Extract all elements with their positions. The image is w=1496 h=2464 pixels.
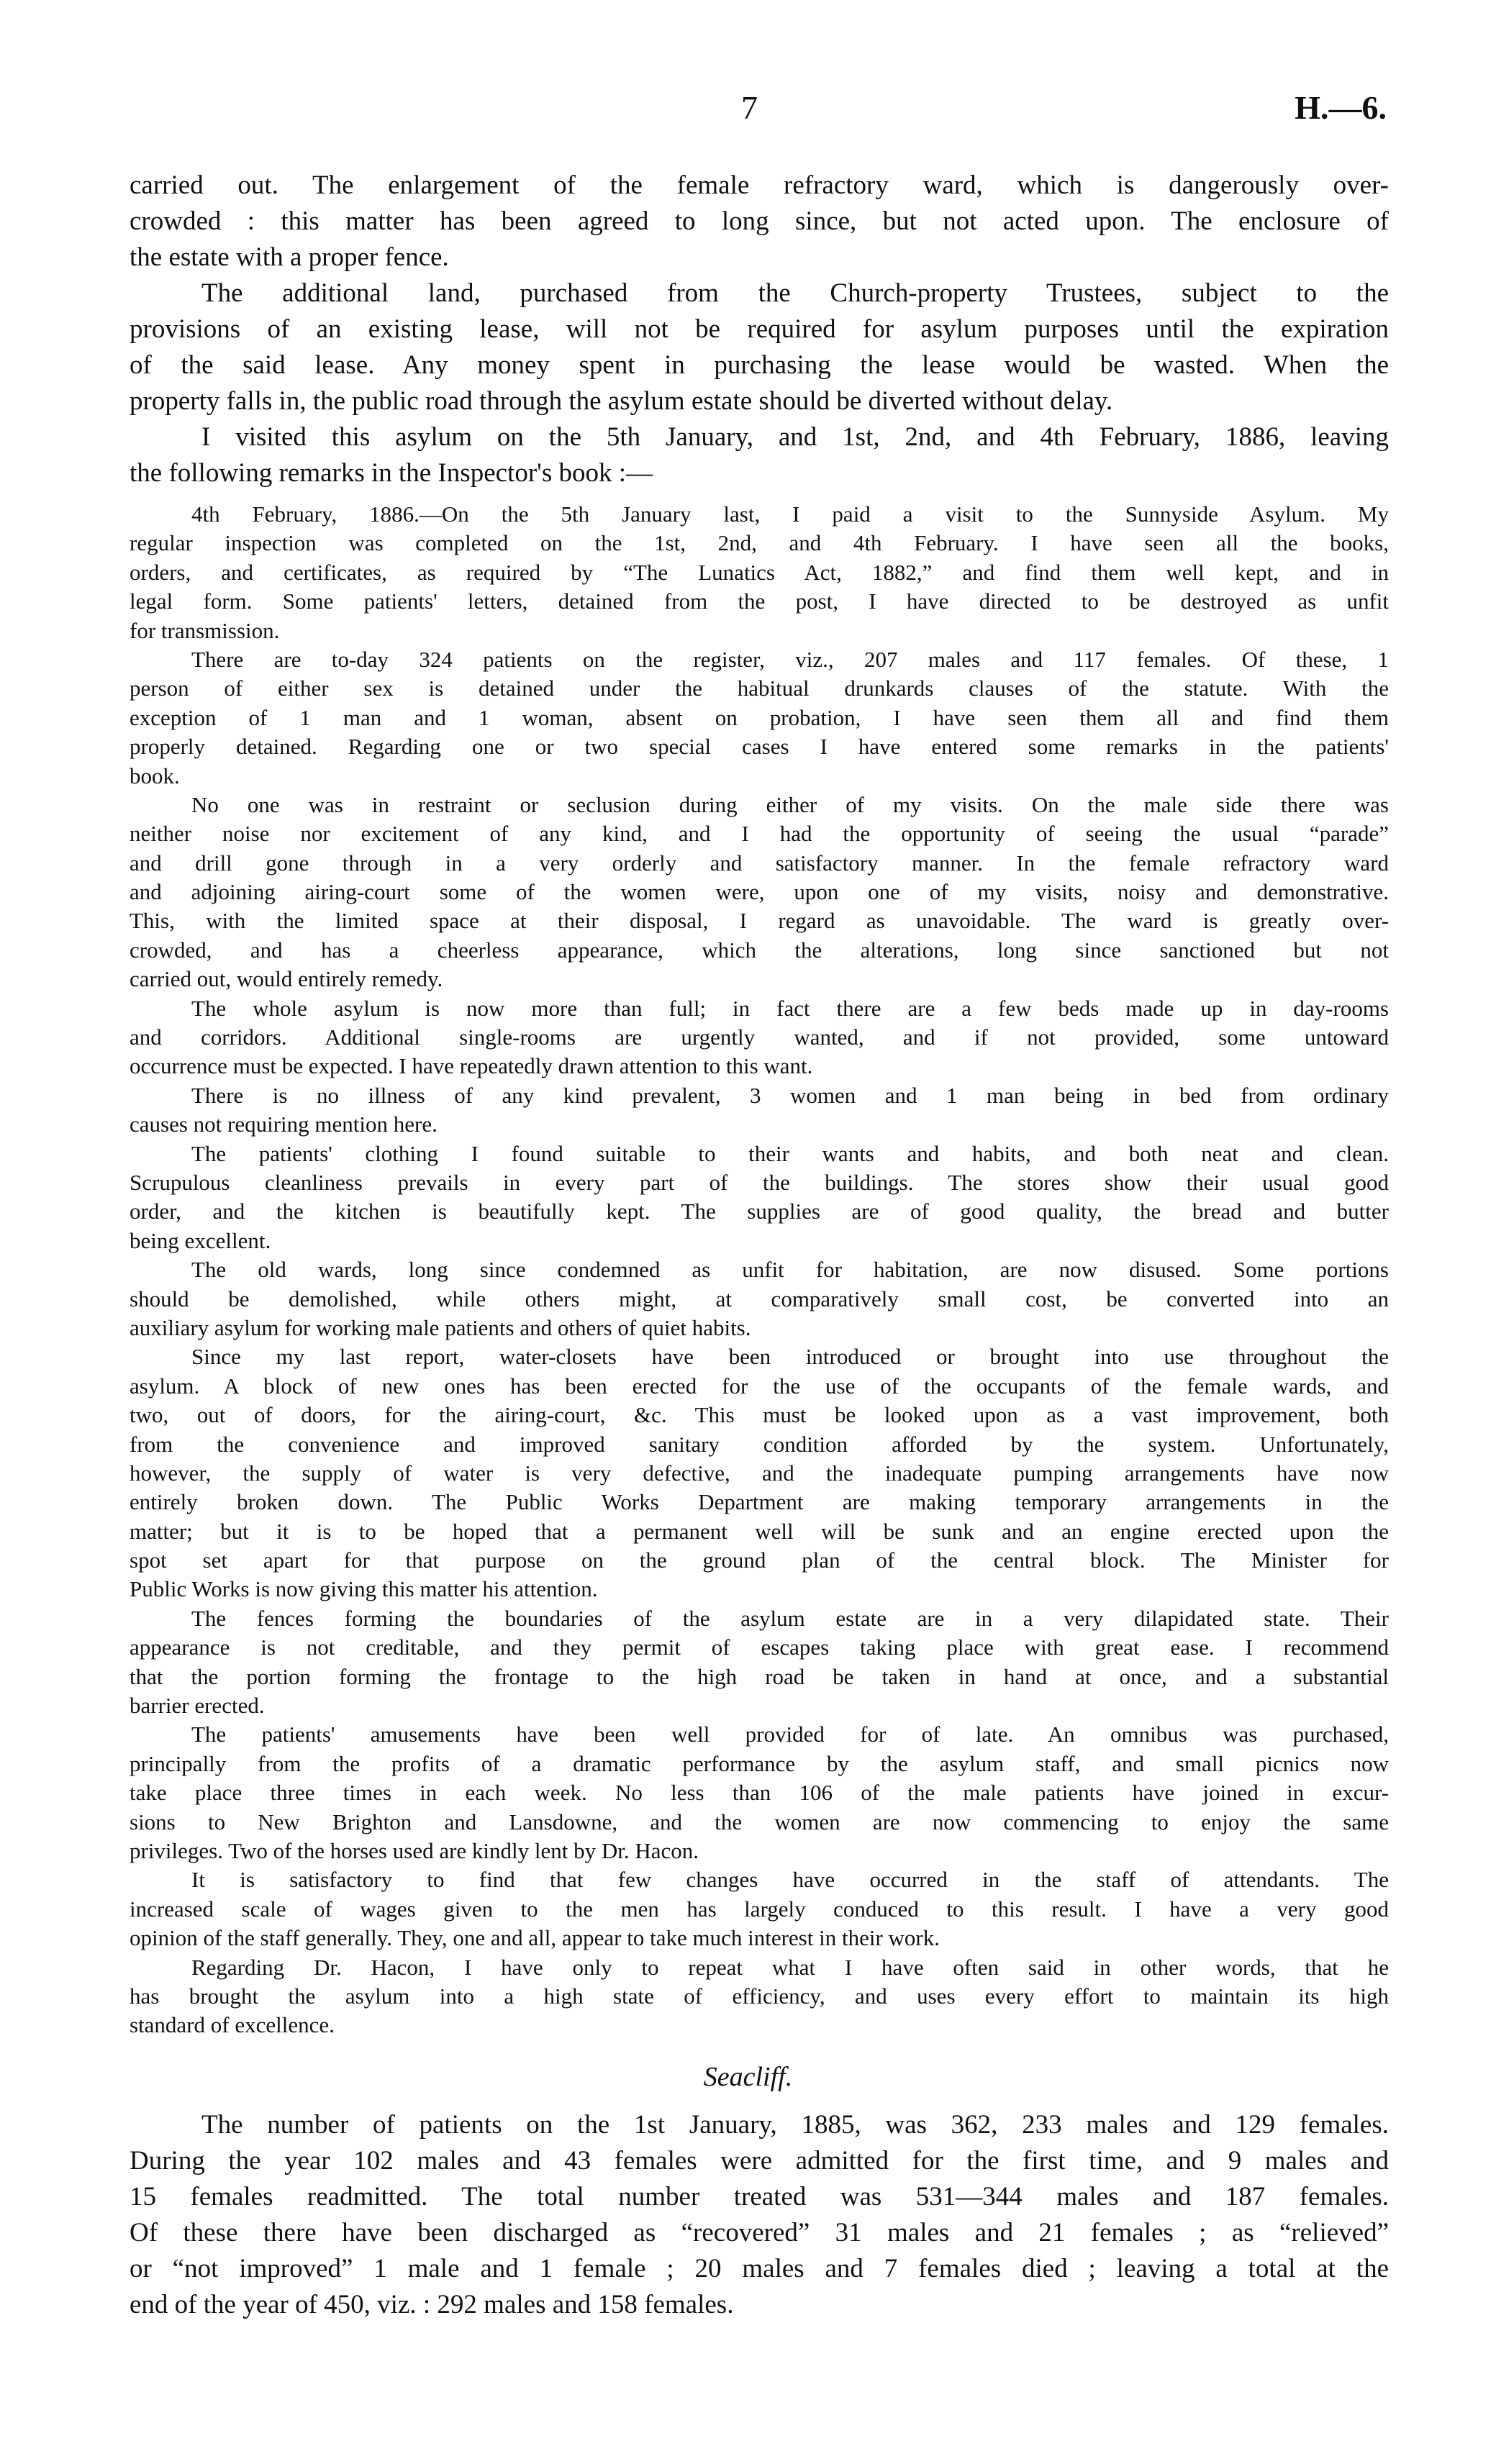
text-line: orders, and certificates, as required by “The Lunatics Act, 1882,” and find them well kept, and in [130, 559, 1389, 585]
paragraph [130, 1865, 1389, 1952]
text-line: occurrence must be expected. I have repeatedly drawn attention to this want. [130, 1053, 813, 1079]
paragraph [130, 1081, 1389, 1140]
inspector-remarks [130, 500, 1389, 2040]
text-line: The whole asylum is now more than full; in fact there are a few beds made up in day-rooms [191, 995, 1389, 1021]
text-line: order, and the kitchen is beautifully kept. The supplies are of good quality, the bread and butter [130, 1199, 1389, 1224]
paragraph [130, 500, 1389, 645]
paragraph [130, 2107, 1389, 2323]
paragraph [130, 791, 1389, 994]
section-heading-seacliff: Seacliff. [703, 2062, 793, 2092]
text-line: 15 females readmitted. The total number treated was 531—344 males and 187 females. [130, 2182, 1389, 2211]
text-line: for transmission. [130, 617, 280, 643]
text-line: the estate with a proper fence. [130, 242, 449, 272]
text-line: During the year 102 males and 43 females were admitted for the first time, and 9 males and [130, 2146, 1389, 2176]
text-line: Public Works is now giving this matter his attention. [130, 1576, 598, 1602]
text-line: crowded : this matter has been agreed to long since, but not acted upon. The enclosure of [130, 206, 1389, 236]
text-line: entirely broken down. The Public Works Department are making temporary arrangements in the [130, 1489, 1389, 1515]
paragraph [130, 1604, 1389, 1721]
text-line: end of the year of 450, viz. : 292 males and 158 females. [130, 2290, 734, 2319]
paragraph [130, 994, 1389, 1081]
text-line: and corridors. Additional single-rooms are urgently wanted, and if not provided, some untoward [130, 1024, 1389, 1050]
paragraph [130, 1720, 1389, 1865]
text-line: Scrupulous cleanliness prevails in every part of the buildings. The stores show their usual good [130, 1169, 1389, 1195]
text-line: should be demolished, while others might, at comparatively small cost, be converted into an [130, 1286, 1389, 1311]
paragraph [130, 1255, 1389, 1342]
text-line: Regarding Dr. Hacon, I have only to repeat what I have often said in other words, that he [191, 1954, 1389, 1980]
text-line: appearance is not creditable, and they permit of escapes taking place with great ease. I recommend [130, 1635, 1389, 1660]
text-line: It is satisfactory to find that few changes have occurred in the staff of attendants. The [191, 1867, 1389, 1893]
text-line: neither noise nor excitement of any kind, and I had the opportunity of seeing the usual “parade” [130, 821, 1389, 847]
text-line: increased scale of wages given to the men has largely conduced to this result. I have a very good [130, 1896, 1389, 1922]
text-line: properly detained. Regarding one or two special cases I have entered some remarks in the patients' [130, 734, 1389, 760]
text-line: matter; but it is to be hoped that a permanent well will be sunk and an engine erected upon the [130, 1518, 1389, 1544]
text-line: spot set apart for that purpose on the ground plan of the central block. The Minister for [130, 1547, 1389, 1573]
text-line: the following remarks in the Inspector's book :— [130, 458, 653, 488]
text-line: take place three times in each week. No less than 106 of the male patients have joined in excur- [130, 1780, 1389, 1806]
text-line: barrier erected. [130, 1693, 265, 1719]
text-line: sions to New Brighton and Lansdowne, and the women are now commencing to enjoy the same [130, 1809, 1389, 1835]
text-line: or “not improved” 1 male and 1 female ; 20 males and 7 females died ; leaving a total at the [130, 2254, 1389, 2283]
text-line: has brought the asylum into a high state of efficiency, and uses every effort to maintain its high [130, 1983, 1389, 2009]
text-line: book. [130, 763, 180, 788]
page-number: 7 [741, 89, 758, 126]
paragraph [130, 1342, 1389, 1604]
text-line: exception of 1 man and 1 woman, absent on probation, I have seen them all and find them [130, 704, 1389, 730]
text-line: being excellent. [130, 1227, 271, 1253]
text-line: carried out, would entirely remedy. [130, 966, 443, 992]
paragraph [130, 168, 1389, 276]
text-line: asylum. A block of new ones has been erected for the use of the occupants of the female wards, and [130, 1373, 1389, 1399]
text-line: The patients' clothing I found suitable to their wants and habits, and both neat and clean. [191, 1140, 1389, 1166]
text-line: privileges. Two of the horses used are kindly lent by Dr. Hacon. [130, 1837, 699, 1863]
text-line: The fences forming the boundaries of the asylum estate are in a very dilapidated state. Their [191, 1605, 1389, 1631]
text-line: There are to-day 324 patients on the register, viz., 207 males and 117 females. Of these, 1 [191, 646, 1389, 672]
text-line: person of either sex is detained under the habitual drunkards clauses of the statute. With the [130, 676, 1389, 701]
text-line: crowded, and has a cheerless appearance, which the alterations, long since sanctioned but not [130, 937, 1389, 963]
text-line: Of these there have been discharged as “recovered” 31 males and 21 females ; as “relieved” [130, 2218, 1389, 2247]
text-line: however, the supply of water is very defective, and the inadequate pumping arrangements have now [130, 1460, 1389, 1486]
paragraph [130, 276, 1389, 419]
text-line: opinion of the staff generally. They, one and all, appear to take much interest in their work. [130, 1925, 940, 1951]
text-line: that the portion forming the frontage to the high road be taken in hand at once, and a substantial [130, 1663, 1389, 1689]
text-line: standard of excellence. [130, 2012, 335, 2038]
text-line: property falls in, the public road through the asylum estate should be diverted without delay. [130, 386, 1113, 416]
text-line: There is no illness of any kind prevalent, 3 women and 1 man being in bed from ordinary [191, 1082, 1389, 1108]
text-line: of the said lease. Any money spent in purchasing the lease would be wasted. When the [130, 350, 1389, 380]
text-line: The patients' amusements have been well provided for of late. An omnibus was purchased, [191, 1722, 1389, 1747]
text-line: principally from the profits of a dramatic performance by the asylum staff, and small picnics now [130, 1750, 1389, 1776]
text-line: from the convenience and improved sanitary condition afforded by the system. Unfortunately, [130, 1431, 1389, 1457]
text-line: No one was in restraint or seclusion during either of my visits. On the male side there was [191, 791, 1389, 817]
text-line: I visited this asylum on the 5th January, and 1st, 2nd, and 4th February, 1886, leaving [201, 422, 1389, 452]
text-line: provisions of an existing lease, will not be required for asylum purposes until the expiration [130, 314, 1389, 344]
seacliff-paragraphs [130, 2107, 1389, 2323]
text-line: The number of patients on the 1st January, 1885, was 362, 233 males and 129 females. [201, 2110, 1389, 2140]
paragraph [130, 645, 1389, 791]
text-line: 4th February, 1886.—On the 5th January last, I paid a visit to the Sunnyside Asylum. My [191, 501, 1389, 527]
text-line: This, with the limited space at their disposal, I regard as unavoidable. The ward is greatly over- [130, 908, 1389, 934]
text-line: auxiliary asylum for working male patients and others of quiet habits. [130, 1314, 751, 1340]
paragraph [130, 1140, 1389, 1256]
text-line: and drill gone through in a very orderly and satisfactory manner. In the female refractory ward [130, 850, 1389, 876]
text-line: carried out. The enlargement of the female refractory ward, which is dangerously over- [130, 171, 1389, 200]
paragraph [130, 419, 1389, 491]
text-line: The old wards, long since condemned as unfit for habitation, are now disused. Some portions [191, 1257, 1389, 1283]
text-line: Since my last report, water-closets have been introduced or brought into use throughout the [191, 1344, 1389, 1370]
text-line: causes not requiring mention here. [130, 1111, 438, 1137]
text-line: and adjoining airing-court some of the women were, upon one of my visits, noisy and demonstrative. [130, 879, 1389, 905]
text-line: regular inspection was completed on the 1st, 2nd, and 4th February. I have seen all the books, [130, 530, 1389, 556]
document-reference: H.—6. [1295, 89, 1387, 126]
opening-paragraphs [130, 168, 1389, 491]
text-line: The additional land, purchased from the Church-property Trustees, subject to the [201, 278, 1389, 308]
paragraph [130, 1953, 1389, 2040]
text-line: legal form. Some patients' letters, detained from the post, I have directed to be destroyed as unfit [130, 588, 1389, 614]
text-line: two, out of doors, for the airing-court, &c. This must be looked upon as a vast improvement, both [130, 1402, 1389, 1428]
